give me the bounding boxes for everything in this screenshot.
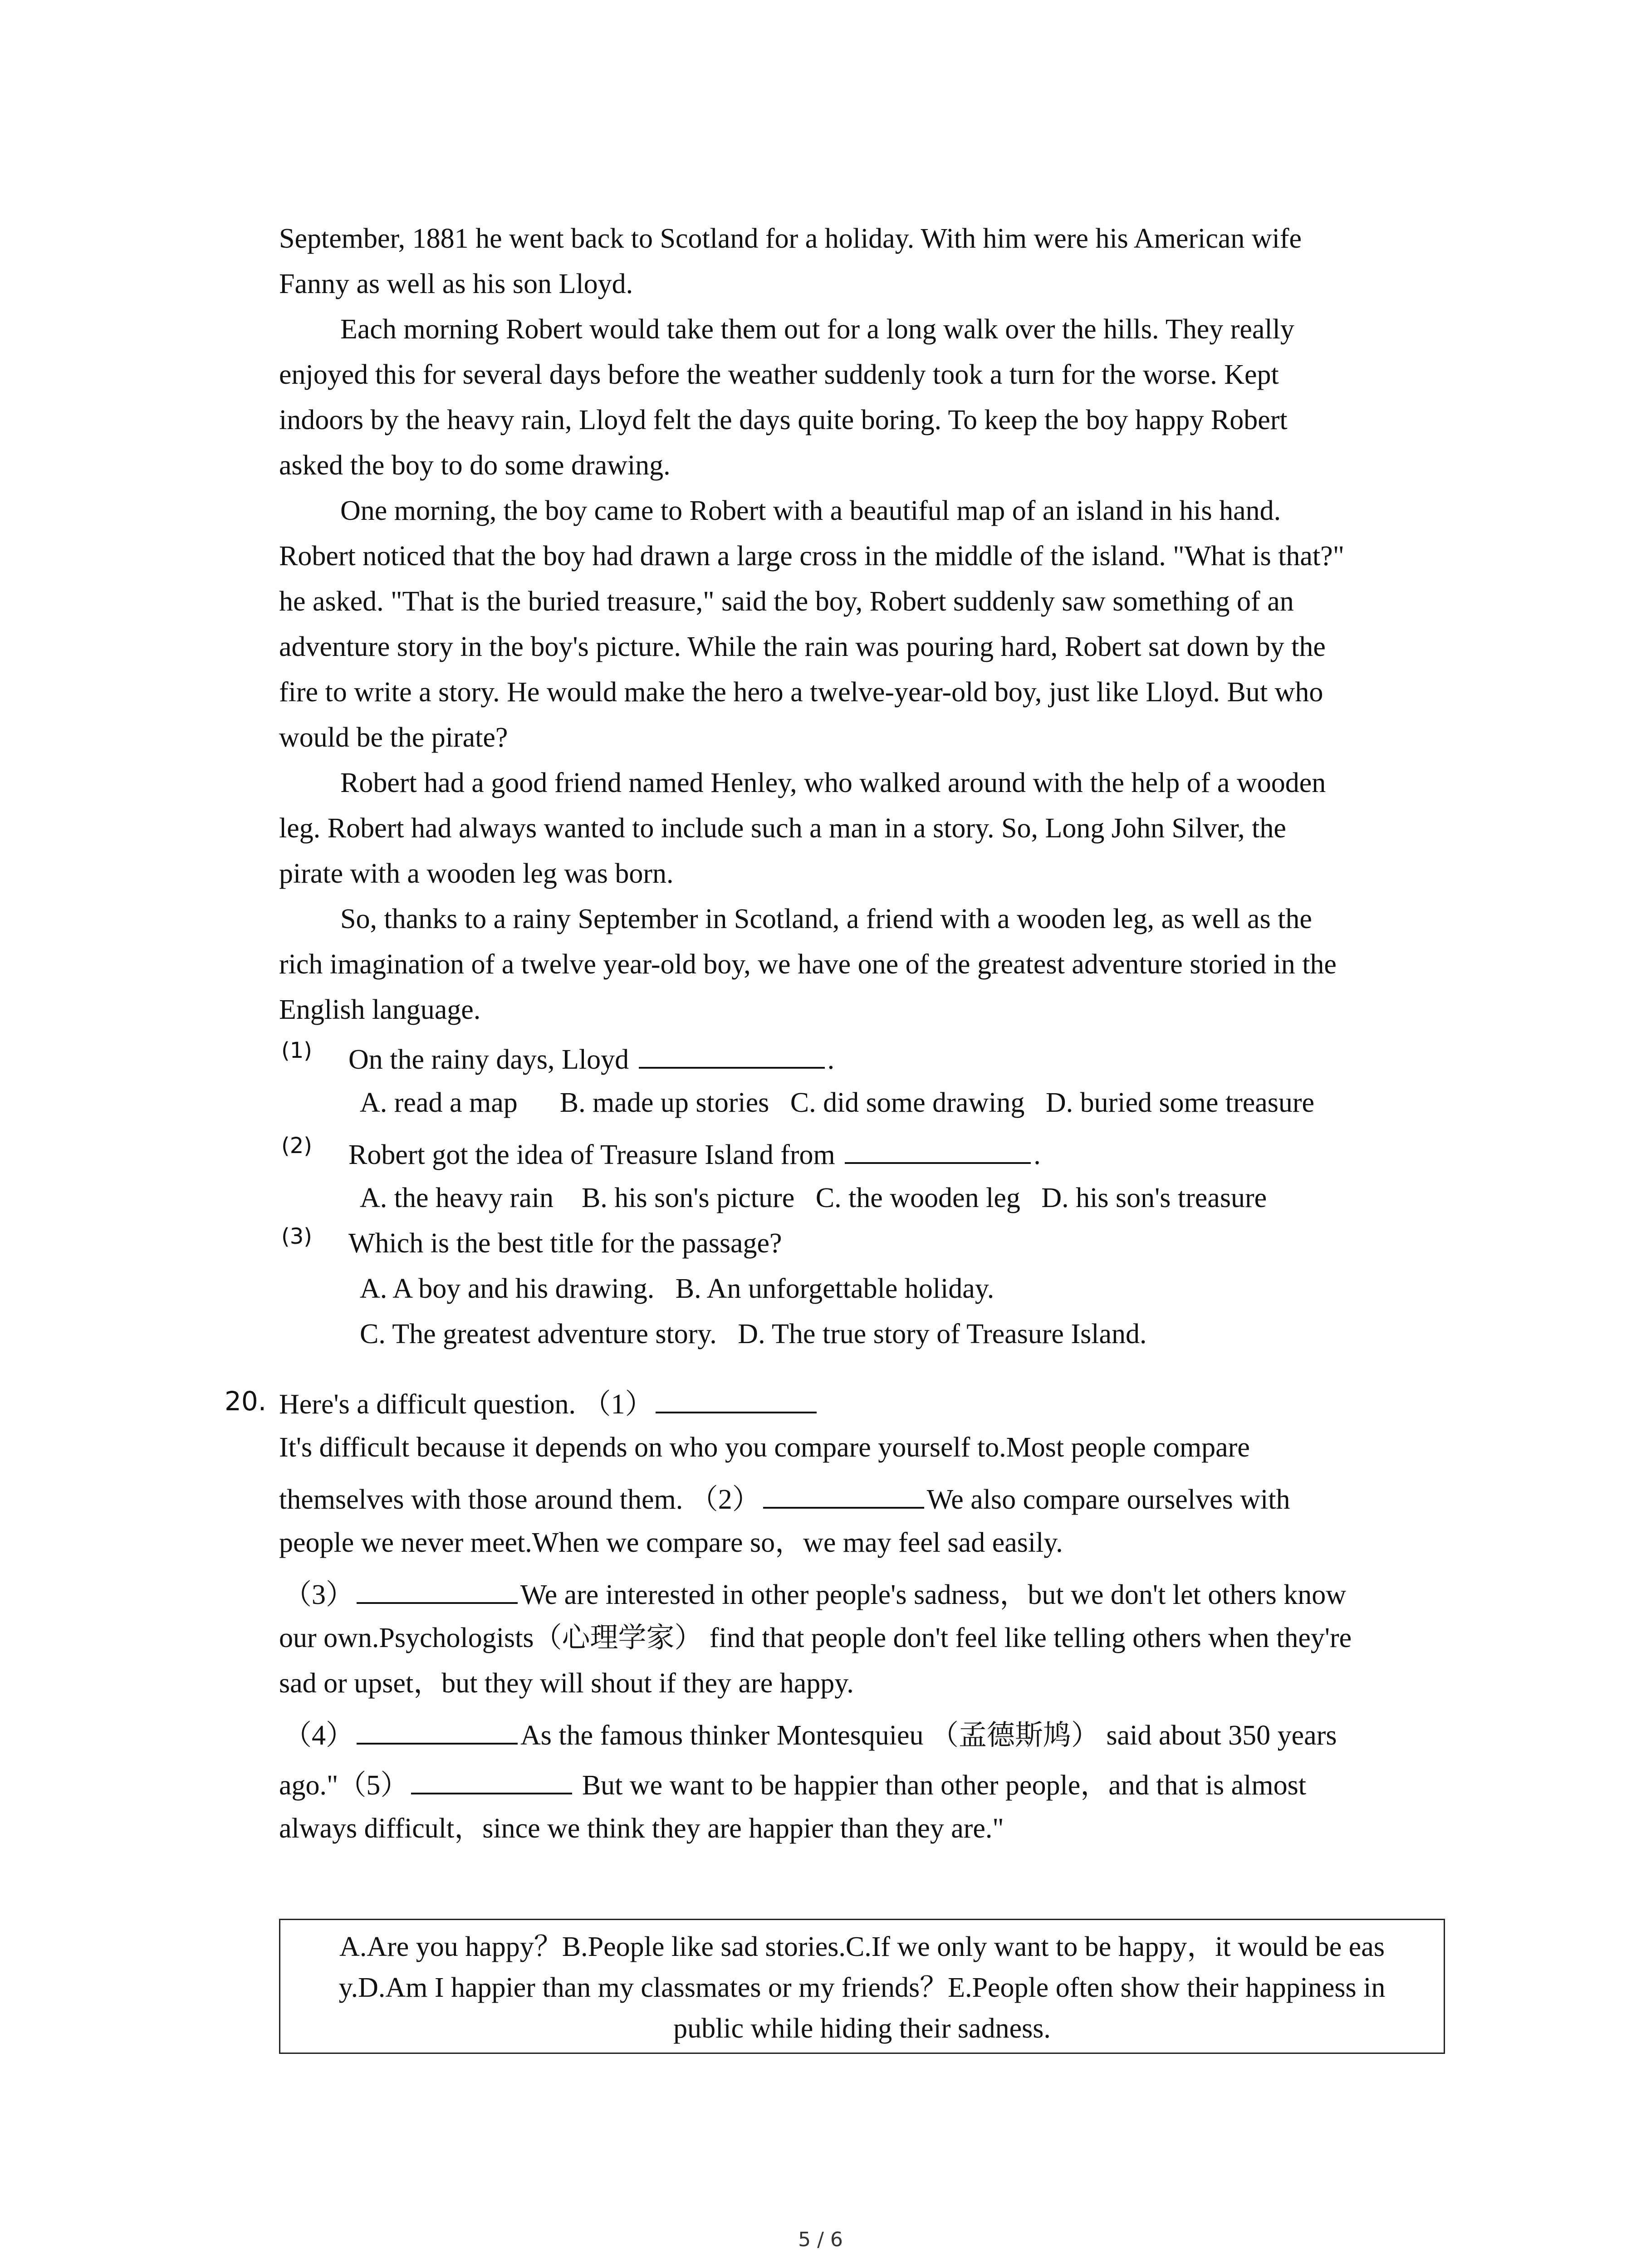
answer-blank[interactable] xyxy=(639,1043,825,1069)
passage-line: fire to write a story. He would make the hero a twelve-year-old boy, just like Lloyd. But who xyxy=(279,677,1323,708)
q20-text: As the famous thinker Montesquieu （孟德斯鸠） said about 350 years xyxy=(520,1720,1337,1751)
q20-line xyxy=(279,1388,819,1418)
question-number: (1) xyxy=(281,1038,312,1063)
question-stem-text: Robert got the idea of Treasure Island from xyxy=(348,1139,835,1170)
q20-text: We are interested in other people's sadness，but we don't let others know xyxy=(520,1579,1347,1610)
q20-line: sad or upset，but they will shout if they are happy. xyxy=(279,1668,854,1699)
passage-line: enjoyed this for several days before the weather suddenly took a turn for the worse. Kept xyxy=(279,359,1279,390)
q20-line xyxy=(284,1579,1346,1609)
question-stem xyxy=(348,1043,834,1074)
q20-text: （3） xyxy=(284,1579,354,1610)
question-number: (2) xyxy=(281,1133,312,1158)
passage-line: So, thanks to a rainy September in Scotland, a friend with a wooden leg, as well as the xyxy=(340,904,1312,934)
passage-line: Each morning Robert would take them out for a long walk over the hills. They really xyxy=(340,314,1294,345)
answer-options: C. The greatest adventure story. D. The true story of Treasure Island. xyxy=(360,1319,1147,1349)
passage-line: English language. xyxy=(279,994,481,1025)
passage-line: leg. Robert had always wanted to include such a man in a story. So, Long John Silver, the xyxy=(279,813,1286,844)
q20-text: themselves with those around them. （2） xyxy=(279,1484,760,1515)
q20-text: （4） xyxy=(284,1720,354,1751)
q20-line: our own.Psychologists（心理学家） find that people don't feel like telling others when they're xyxy=(279,1623,1352,1653)
question-stem: Which is the best title for the passage? xyxy=(348,1228,782,1259)
q20-text: Here's a difficult question. （1） xyxy=(279,1389,653,1420)
q20-text: We also compare ourselves with xyxy=(926,1484,1290,1515)
answer-blank-1[interactable] xyxy=(656,1388,817,1413)
passage-line: rich imagination of a twelve year-old boy, we have one of the greatest adventure storied in the xyxy=(279,949,1337,980)
answer-options: A. the heavy rain B. his son's picture C. the wooden leg D. his son's treasure xyxy=(360,1183,1267,1213)
question-number: (3) xyxy=(281,1224,312,1249)
q20-line: people we never meet.When we compare so，we may feel sad easily. xyxy=(279,1527,1063,1558)
answer-options: A. A boy and his drawing. B. An unforgettable holiday. xyxy=(360,1273,994,1304)
question-stem-end: . xyxy=(1034,1139,1041,1170)
answer-blank-4[interactable] xyxy=(357,1719,518,1745)
question-stem xyxy=(348,1139,1041,1169)
q20-text: But we want to be happier than other people，and that is almost xyxy=(575,1770,1306,1801)
passage-line: indoors by the heavy rain, Lloyd felt the days quite boring. To keep the boy happy Robert xyxy=(279,405,1288,435)
answer-blank-3[interactable] xyxy=(357,1579,518,1604)
passage-line: Robert had a good friend named Henley, who walked around with the help of a wooden xyxy=(340,767,1326,798)
passage-line: he asked. "That is the buried treasure," said the boy, Robert suddenly saw something of an xyxy=(279,586,1294,617)
q20-line xyxy=(284,1719,1337,1750)
passage-line: One morning, the boy came to Robert with a beautiful map of an island in his hand. xyxy=(340,495,1281,526)
page-number: 5 / 6 xyxy=(798,2228,843,2251)
answer-blank-5[interactable] xyxy=(411,1769,572,1794)
answer-options: A. read a map B. made up stories C. did some drawing D. buried some treasure xyxy=(360,1087,1315,1118)
passage-line: adventure story in the boy's picture. While the rain was pouring hard, Robert sat down by the xyxy=(279,631,1326,662)
q20-line: always difficult，since we think they are happier than they are." xyxy=(279,1813,1004,1844)
option-box-line: A.Are you happy？B.People like sad stories.C.If we only want to be happy，it would be eas xyxy=(339,1931,1385,1962)
passage-line: Robert noticed that the boy had drawn a large cross in the middle of the island. "What is that?" xyxy=(279,541,1345,572)
q20-line xyxy=(279,1769,1306,1799)
passage-line: Fanny as well as his son Lloyd. xyxy=(279,269,633,299)
option-box-line: y.D.Am I happier than my classmates or my friends？E.People often show their happiness in xyxy=(338,1972,1386,2003)
question-stem-text: On the rainy days, Lloyd xyxy=(348,1044,629,1075)
answer-blank-2[interactable] xyxy=(763,1483,924,1509)
option-box xyxy=(279,1919,1445,2054)
passage-line: would be the pirate? xyxy=(279,722,508,753)
answer-blank[interactable] xyxy=(845,1139,1031,1164)
q20-line xyxy=(279,1483,1290,1514)
q20-line: It's difficult because it depends on who you compare yourself to.Most people compare xyxy=(279,1432,1250,1463)
question-stem-end: . xyxy=(827,1044,835,1075)
passage-line: asked the boy to do some drawing. xyxy=(279,450,671,481)
q20-text: ago."（5） xyxy=(279,1770,409,1801)
passage-line: pirate with a wooden leg was born. xyxy=(279,858,674,889)
question-number: 20. xyxy=(225,1386,267,1417)
option-box-line: public while hiding their sadness. xyxy=(673,2013,1051,2044)
passage-line: September, 1881 he went back to Scotland for a holiday. With him were his American wife xyxy=(279,223,1302,254)
